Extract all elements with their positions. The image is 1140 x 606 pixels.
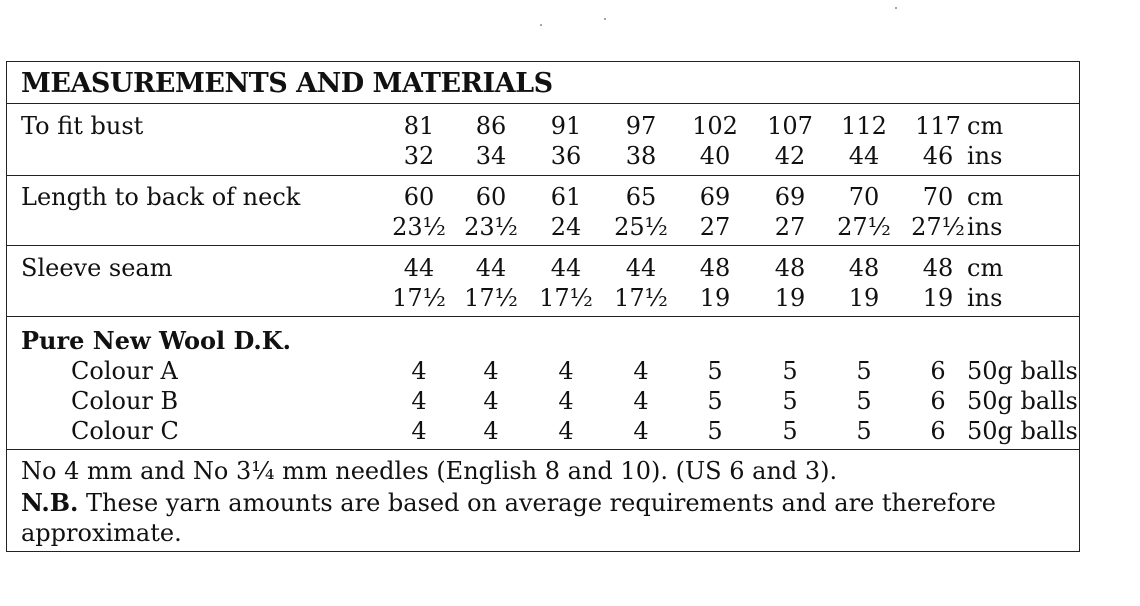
section-label-sleeve: Sleeve seam [21,254,173,282]
value-cell: 91 [550,112,582,140]
value-cell: 81 [403,112,435,140]
colour-c-label: Colour C [71,417,179,445]
value-cell: 5 [707,387,723,415]
value-cell: 27 [699,213,731,241]
value-cell: 19 [774,284,806,312]
value-cell: 6 [930,357,946,385]
divider [7,449,1079,450]
value-cell: 19 [848,284,880,312]
value-cell: 5 [856,387,872,415]
value-cell: 44 [848,142,880,170]
bust-ins-row [7,142,1079,172]
value-cell: 17½ [464,284,518,312]
value-cell: 86 [475,112,507,140]
value-cell: 17½ [539,284,593,312]
table-title: MEASUREMENTS AND MATERIALS [21,68,553,99]
unit-label: cm [967,112,1004,140]
value-cell: 97 [625,112,657,140]
value-cell: 48 [774,254,806,282]
value-cell: 70 [848,183,880,211]
value-cell: 117 [915,112,961,140]
value-cell: 44 [403,254,435,282]
unit-label: 50g balls [967,387,1078,415]
divider [7,175,1079,176]
nb-note [21,488,996,517]
value-cell: 6 [930,387,946,415]
colour-c-row [7,417,1079,447]
value-cell: 4 [633,417,649,445]
nb-note-continued: approximate. [21,519,182,547]
sleeve-ins-row [7,284,1079,314]
value-cell: 69 [699,183,731,211]
length-ins-row [7,213,1079,243]
value-cell: 4 [411,417,427,445]
divider [7,103,1079,104]
bust-cm-row [7,112,1079,142]
value-cell: 60 [403,183,435,211]
value-cell: 107 [767,112,813,140]
value-cell: 23½ [392,213,446,241]
value-cell: 102 [692,112,738,140]
length-cm-row [7,183,1079,213]
value-cell: 27 [774,213,806,241]
value-cell: 4 [411,387,427,415]
value-cell: 44 [625,254,657,282]
value-cell: 38 [625,142,657,170]
value-cell: 4 [633,357,649,385]
value-cell: 61 [550,183,582,211]
nb-label: N.B. [21,488,79,517]
value-cell: 4 [483,357,499,385]
colour-a-row [7,357,1079,387]
yarn-heading: Pure New Wool D.K. [21,326,291,355]
value-cell: 5 [782,357,798,385]
value-cell: 44 [550,254,582,282]
section-label-length: Length to back of neck [21,183,301,211]
value-cell: 4 [633,387,649,415]
value-cell: 46 [922,142,954,170]
divider [7,245,1079,246]
unit-label: 50g balls [967,417,1078,445]
value-cell: 5 [707,357,723,385]
value-cell: 19 [699,284,731,312]
unit-label: ins [967,142,1003,170]
value-cell: 24 [550,213,582,241]
value-cell: 25½ [614,213,668,241]
unit-label: ins [967,213,1003,241]
value-cell: 5 [707,417,723,445]
value-cell: 42 [774,142,806,170]
value-cell: 4 [558,357,574,385]
value-cell: 4 [411,357,427,385]
value-cell: 70 [922,183,954,211]
unit-label: cm [967,254,1004,282]
measurements-table [6,61,1080,552]
colour-a-label: Colour A [71,357,178,385]
value-cell: 4 [558,417,574,445]
value-cell: 17½ [614,284,668,312]
value-cell: 6 [930,417,946,445]
sleeve-cm-row [7,254,1079,284]
value-cell: 65 [625,183,657,211]
value-cell: 17½ [392,284,446,312]
value-cell: 34 [475,142,507,170]
value-cell: 27½ [911,213,965,241]
unit-label: 50g balls [967,357,1078,385]
value-cell: 112 [841,112,887,140]
unit-label: ins [967,284,1003,312]
value-cell: 40 [699,142,731,170]
colour-b-label: Colour B [71,387,179,415]
value-cell: 23½ [464,213,518,241]
needles-note: No 4 mm and No 3¼ mm needles (English 8 and 10). (US 6 and 3). [21,457,838,485]
colour-b-row [7,387,1079,417]
value-cell: 44 [475,254,507,282]
value-cell: 27½ [837,213,891,241]
scan-speck [895,7,897,9]
section-label-bust: To fit bust [21,112,144,140]
value-cell: 48 [922,254,954,282]
value-cell: 4 [558,387,574,415]
value-cell: 4 [483,417,499,445]
value-cell: 5 [856,357,872,385]
value-cell: 36 [550,142,582,170]
nb-text: These yarn amounts are based on average requirements and are therefore [78,489,996,517]
value-cell: 4 [483,387,499,415]
value-cell: 48 [699,254,731,282]
value-cell: 5 [782,417,798,445]
value-cell: 5 [782,387,798,415]
scan-speck [604,18,606,20]
unit-label: cm [967,183,1004,211]
value-cell: 48 [848,254,880,282]
value-cell: 69 [774,183,806,211]
divider [7,316,1079,317]
value-cell: 32 [403,142,435,170]
value-cell: 60 [475,183,507,211]
value-cell: 5 [856,417,872,445]
value-cell: 19 [922,284,954,312]
scan-speck [540,24,542,26]
